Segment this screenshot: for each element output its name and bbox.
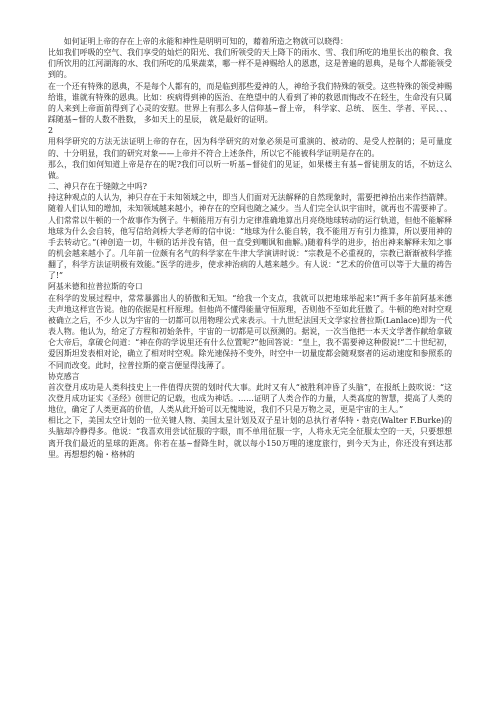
document-body — [48, 36, 452, 460]
paragraph-testimony: 那么，我们如何知道上帝是存在的呢?我们可以听一听基~督徒们的见证，如果楼主有基~督徒朋友的话，不妨这么做。 — [48, 159, 452, 180]
section-heading-burke: 协克感言 — [48, 371, 80, 381]
paragraph-special-grace: 在一个还有特殊的恩典，不是每个人都有的，而是临到那些爱神的人，神给予我们特殊的领受。这些特殊的领受神赐给谁，谁就有特殊的恩典。比如：疾病得到神的医治、在绝望中的人看到了神的救恩而悔改不在轻生，生命没有只属的人来到上帝面前得到了心灵的安慰。世界上有那么多人信仰基~督上帝， 科学家、总统、 医生、学者、平民、、、踩随基~督的人数不胜数， 多如天上的星辰， 就是最好的证明。 — [48, 81, 452, 125]
paragraph-science-method: 用科学研究的方法无法证明上帝的存在，因为科学研究的对象必须是可重演的、被动的、是受人控制的；是可量度的、十分明显，我们的研究对象——上帝并不符合上述条件，所以它不能被科学证明是存在的。 — [48, 137, 452, 158]
paragraph-moon-landing: 首次登月成功是人类科技史上一件值得庆贺的划时代大事。此时又有人“被胜利冲昏了头脑”，在报纸上鼓吹说：“这次登月成功证实《圣经》创世记的记载，也成为神话。……证明了人类合作的力量，人类高度的智慧，提高了人类的地位，确定了人类更高的价值，人类从此开始可以无愧地说，我们不只是万物之灵，更是宇宙的主人。” — [48, 382, 452, 415]
section-heading-archimedes: 阿基米德和拉普拉斯的夸口 — [48, 282, 143, 292]
paragraph-common-grace: 比如我们呼吸的空气、我们享受的灿烂的阳光、我们所领受的天上降下的雨水、雪、我们所吃的地里长出的粮食、我们所饮用的江河湖海的水、我们所吃的瓜果蔬菜，哪一样不是神赐给人的恩惠，这是普遍的恩典，是每个人都能领受到的。 — [48, 48, 452, 80]
paragraph-archimedes-laplace: 在科学的发展过程中，常常暴露出人的骄傲和无知。“给我一个支点，我就可以把地球举起来!”两千多年前阿基米德夫声地这样宣告说。他的依据是杠杆原理。但他尚不懂得能量守恒原理，否则他不至如此狂傲了。牛顿的绝对时空观被确立之后，不少人以为宇宙的一切都可以用物理公式来表示。十九世纪法国天文学家拉普拉斯(Lanlace)即为一代表人物。他认为，给定了方程和初始条件，宇宙的一切都是可以预测的。据说，一次当他把一本天文学著作献给拿破仑大帝后，拿破仑问道：“神在你的学说里还有什么位置呢?”他回答说：“皇上，我不需要神这种假说!”二十世纪初，爱因斯坦发表相对论，确立了相对时空观。除光速保持不变外，时空中一切量度都会随观察者的运动速度和参照系的不同而改变。此时，拉普拉斯的豪言便显得浅薄了。 — [48, 293, 452, 370]
paragraph-god-of-gaps: 持这种观点的人认为，神只存在于未知领域之中，即当人们面对无法解释的自然现象时，需要把神抬出来作挡箭牌。随着人们认知的增加，未知领域越来越小，神存在的空间也随之减少。当人们完全认识宇宙时，就再也不需要神了。人们常常以牛顿的一个故事作为例子。牛顿能用万有引力定律准确地算出月亮绕地球转动的运行轨道，但他不能解释地球为什么会自转，他写信给剑桥大学老师的信中说：“地球为什么能自转，我不能用万有引力推算，所以要用神的手去转动它。”(神创造一切，牛顿的话并没有错，但一直受到嘲讽和曲解。)随着科学的进步，抬出神来解释未知之事的机会越来越小了。几年前一位颇有名气的科学家在牛津大学演讲时说：“宗教是不必重视的，宗教已渐渐被科学推翻了，科学方法证明极有效能。”医学的进步，使求神治病的人越来越少。有人说：“艺术的价值可以等于大量的祷告了!” — [48, 193, 452, 281]
section-number: 2 — [48, 126, 54, 136]
paragraph-walter-burke: 相比之下，美国太空计划的一位关键人物、美国太星计划及双子星计划的总执行者华特・勃克(Walter F.Burke)的头脑却冷静得多。他说：“我喜欢用尝试征服的字眼，而不单用征服一字，人将永无完全征服太空的一天，只要想想离开我们最近的星球的距离。你若在基~督降生时，就以每小150万哩的速度旅行，到今天为止，你还没有到达那里。再想想约翰・格林的 — [48, 416, 452, 459]
section-heading-gaps: 二、神只存在于缝隙之中吗? — [48, 182, 147, 192]
opening-line: 如何证明上帝的存在上帝的永能和神性是明明可知的，藉着所造之物就可以晓得： — [63, 37, 348, 46]
